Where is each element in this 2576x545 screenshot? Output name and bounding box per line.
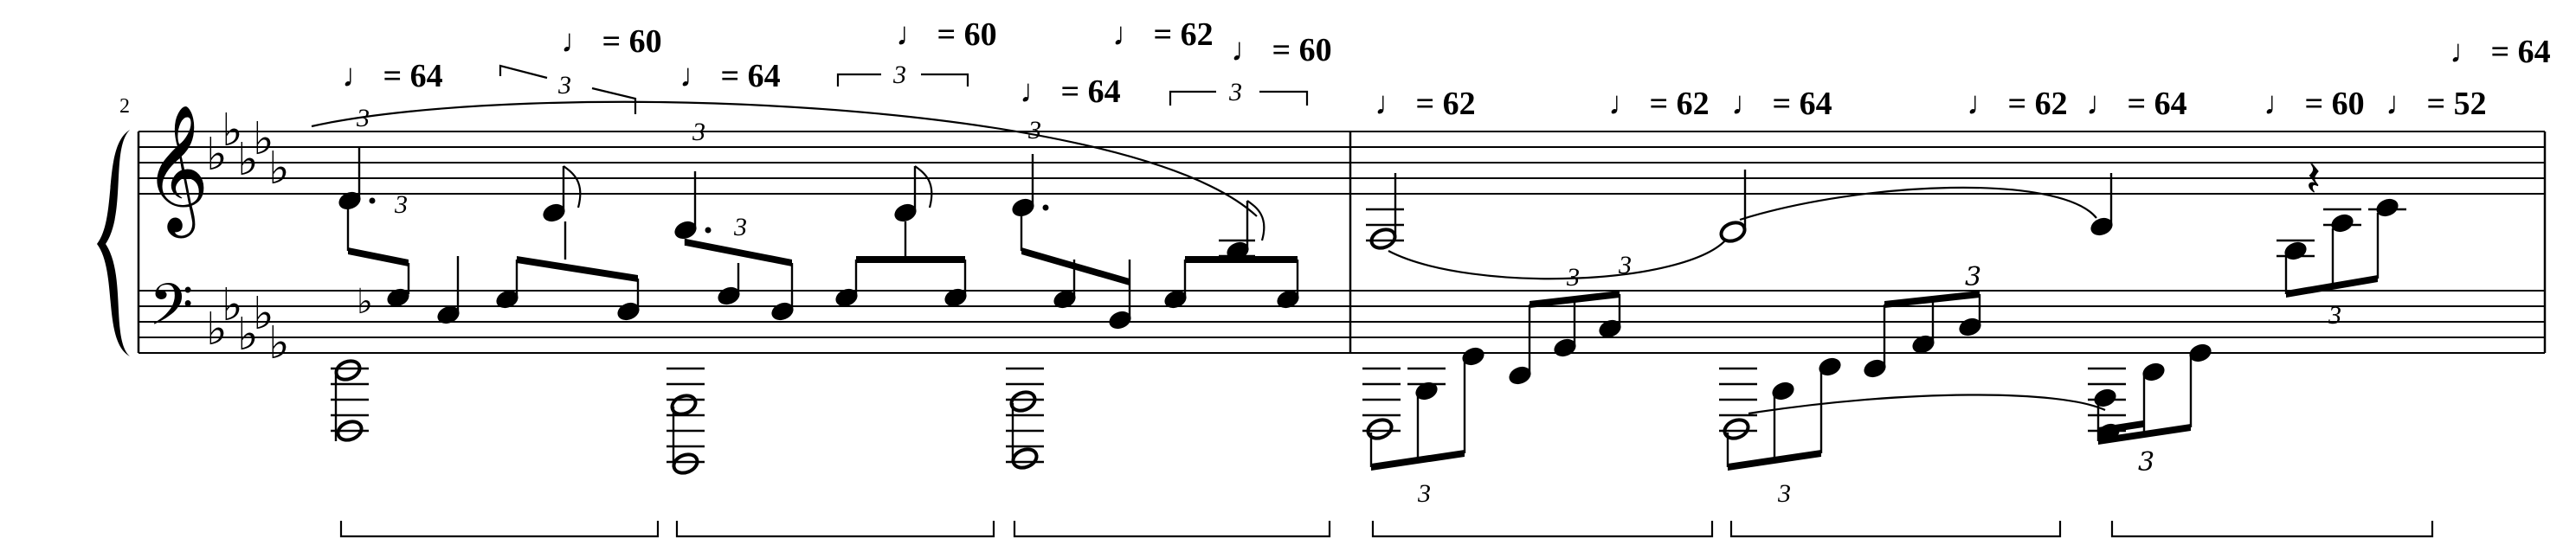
tempo-mark: ♩ = 60 xyxy=(896,16,997,53)
tuplet-number: 3 xyxy=(1028,116,1041,144)
half-note-head xyxy=(1722,416,1750,441)
tuplet-number: 3 xyxy=(692,118,705,146)
flag xyxy=(564,166,580,208)
tempo-mark: ♩ = 62 xyxy=(1112,16,1214,53)
tuplet-number: 3 xyxy=(1619,251,1632,279)
flag xyxy=(915,166,931,208)
tuplet-bracket xyxy=(1259,92,1307,106)
half-note-head xyxy=(333,357,362,382)
tuplet-number: 3 xyxy=(357,104,370,132)
tuplet-number-static: 3 xyxy=(2138,447,2155,478)
dot xyxy=(370,198,376,204)
tuplet-number-static: 3 xyxy=(1965,262,1982,292)
tempo-mark: ♩ = 60 xyxy=(1231,32,1332,68)
tempo-mark: ♩ = 64 xyxy=(2086,86,2187,122)
bass-clef-icon: 𝄢 xyxy=(149,272,194,352)
inner-voice-measure-1 xyxy=(348,208,1302,332)
half-note-head xyxy=(1010,446,1039,471)
svg-text:♭: ♭ xyxy=(222,279,243,331)
svg-text:♭: ♭ xyxy=(253,288,274,340)
svg-text:♭: ♭ xyxy=(268,317,290,369)
system-brace xyxy=(97,130,130,356)
svg-text:♭: ♭ xyxy=(237,134,259,186)
tempo-mark: ♩ = 62 xyxy=(1375,86,1476,122)
tempo-mark: ♩ = 62 xyxy=(1967,86,2068,122)
dot xyxy=(1043,205,1049,211)
tuplet-bracket xyxy=(921,74,968,87)
bass-notes-measure-1 xyxy=(331,357,1044,476)
svg-text:♭: ♭ xyxy=(206,129,228,181)
tuplet-number: 3 xyxy=(395,190,408,219)
measure-number: 2 xyxy=(119,95,130,118)
treble-clef-icon: 𝄞 xyxy=(144,104,209,233)
half-note-head xyxy=(1368,226,1397,251)
half-note-head xyxy=(671,451,699,476)
svg-text:♭: ♭ xyxy=(253,113,274,165)
quarter-rest-icon: 𝄽 xyxy=(2306,151,2322,208)
bass-key-signature xyxy=(206,279,290,369)
tie-slur xyxy=(1740,188,2096,220)
treble-staff xyxy=(138,131,2545,194)
svg-text:♭: ♭ xyxy=(222,105,243,157)
tempo-mark: ♩ = 60 xyxy=(561,23,662,60)
tuplet-number: 3 xyxy=(1567,263,1580,292)
tuplet-number: 3 xyxy=(2328,301,2341,330)
flag xyxy=(1247,201,1264,240)
half-note-head xyxy=(1718,219,1747,244)
svg-text:♭: ♭ xyxy=(268,143,290,195)
tuplet-number: 3 xyxy=(558,71,571,99)
tuplet-bracket xyxy=(1170,92,1216,106)
svg-text:♭: ♭ xyxy=(357,282,373,322)
svg-text:♭: ♭ xyxy=(206,304,228,356)
treble-key-signature xyxy=(206,105,290,195)
tempo-mark: ♩ = 62 xyxy=(1608,86,1710,122)
tempo-mark: ♩ = 64 xyxy=(1731,86,1832,122)
pedal-markings xyxy=(341,521,2432,536)
svg-text:♭: ♭ xyxy=(237,309,259,361)
treble-notes-measure-1 xyxy=(336,147,1264,263)
tempo-mark: ♩ = 64 xyxy=(1020,74,1121,110)
dot xyxy=(705,228,712,234)
tuplet-number: 3 xyxy=(1229,78,1242,106)
melody-slur xyxy=(312,102,1257,216)
bass-notes-measure-2 xyxy=(1362,262,2214,508)
tie-slur xyxy=(1388,235,1729,279)
tuplet-number: 3 xyxy=(1418,479,1431,508)
tempo-mark: ♩ = 64 xyxy=(342,58,443,94)
tuplet-number: 3 xyxy=(893,61,906,89)
tempo-mark: ♩ = 64 xyxy=(679,58,781,94)
half-note-head xyxy=(1365,416,1394,441)
tuplet-number: 3 xyxy=(1778,479,1791,508)
bass-tie-slur xyxy=(1748,394,2105,414)
tempo-mark: ♩ = 52 xyxy=(2386,86,2487,122)
tuplet-number: 3 xyxy=(734,213,747,241)
tuplet-bracket xyxy=(838,74,881,87)
tuplet-bracket xyxy=(500,66,547,78)
tempo-mark: ♩ = 64 xyxy=(2450,34,2551,70)
tempo-mark: ♩ = 60 xyxy=(2264,86,2365,122)
